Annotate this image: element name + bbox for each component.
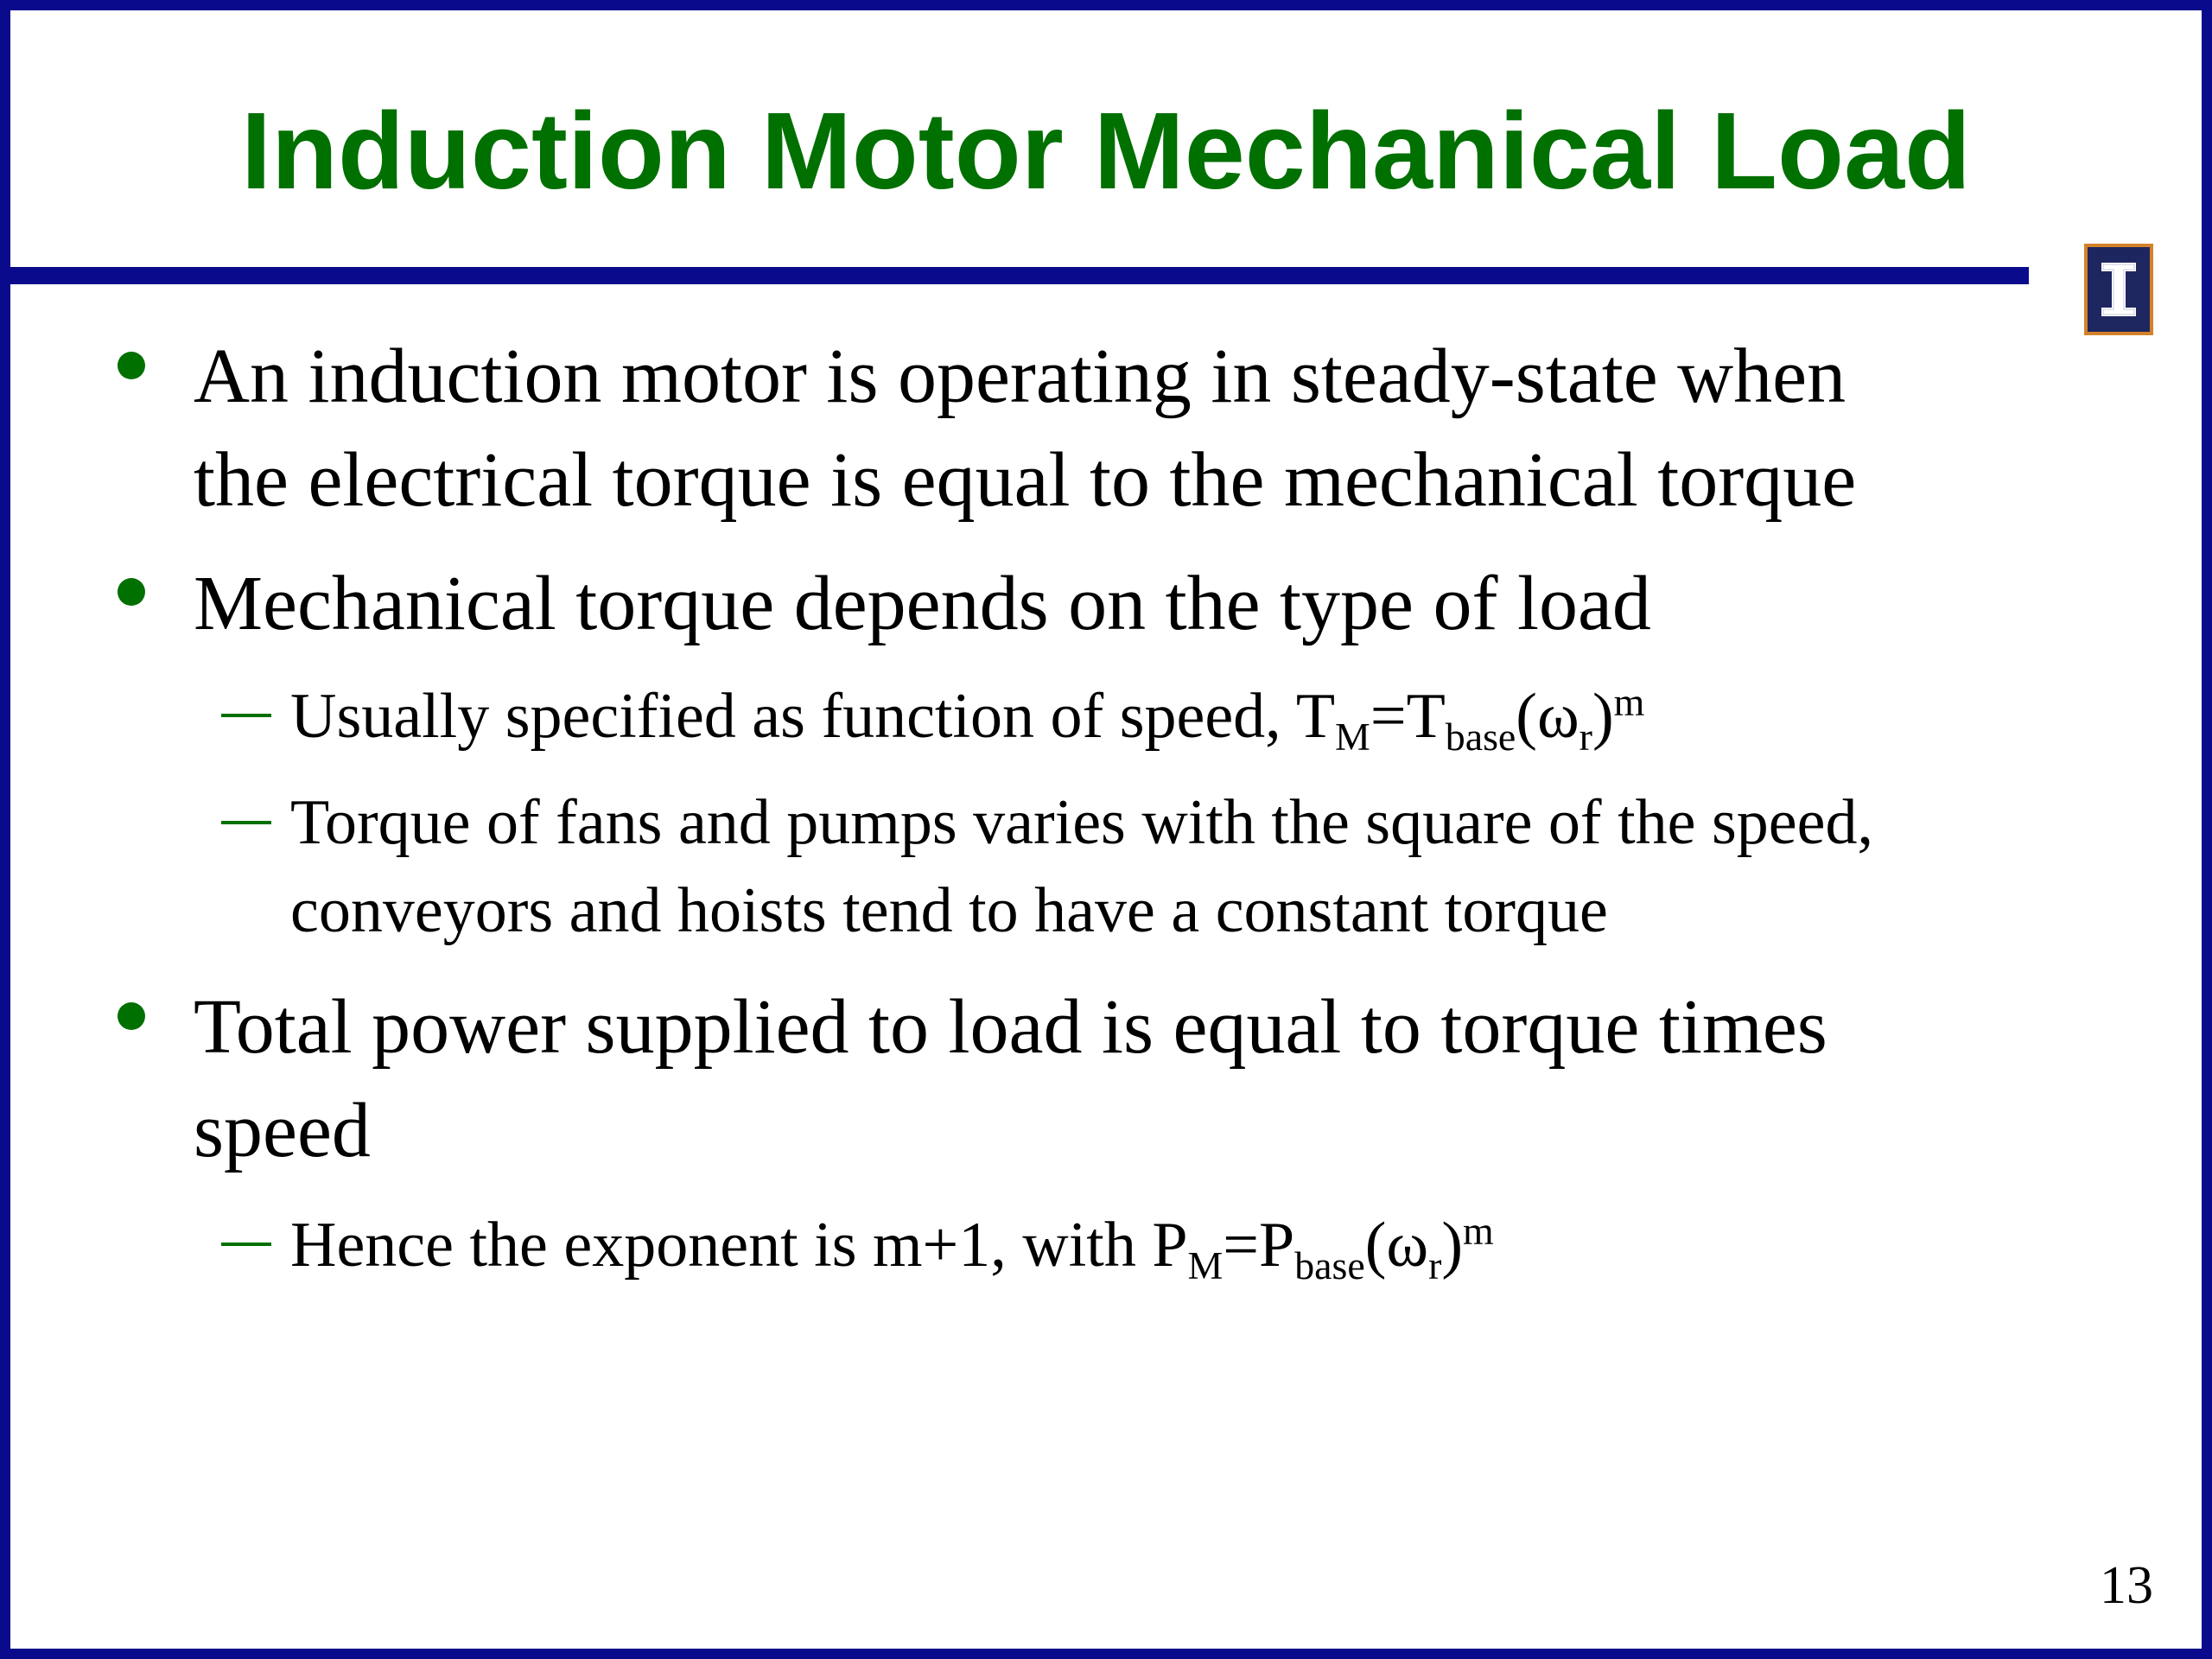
bullet-marker [118, 352, 145, 379]
sub-bullet-text: Hence the exponent is m+1, with [290, 1210, 1153, 1281]
sub-bullet-2-2-line-2: conveyors and hoists tend to have a constant torque [290, 875, 1608, 946]
bullet-3-line-2: speed [194, 1088, 371, 1173]
bullet-1-line-1: An induction motor is operating in steady-state when [194, 334, 1847, 419]
power-equation: $P_M=P_{base}(\omega_r)^m$ [1152, 1208, 1494, 1287]
bullet-2-line-1: Mechanical torque depends on the type of load [194, 561, 1651, 646]
bullet-marker [118, 1002, 145, 1030]
torque-equation: $T_M=T_{base}(\omega_r)^m$ [1295, 679, 1645, 759]
page-number: 13 [2100, 1556, 2153, 1615]
sub-bullet-2-2-line-1: Torque of fans and pumps varies with the square of the speed, [290, 787, 1873, 858]
sub-bullet-dash [221, 1243, 271, 1246]
sub-bullet-2-1 [290, 672, 1644, 761]
sub-bullet-dash [221, 821, 271, 824]
bullet-marker [118, 578, 145, 606]
sub-bullet-dash [221, 714, 271, 717]
sub-bullet-text: Usually specified as function of speed, [290, 681, 1296, 752]
bullet-1-line-2: the electrical torque is equal to the mechanical torque [194, 437, 1857, 523]
sub-bullet-3-1 [290, 1201, 1494, 1290]
bullet-3-line-1: Total power supplied to load is equal to torque times [194, 984, 1827, 1070]
slide-title: Induction Motor Mechanical Load [240, 90, 1972, 212]
